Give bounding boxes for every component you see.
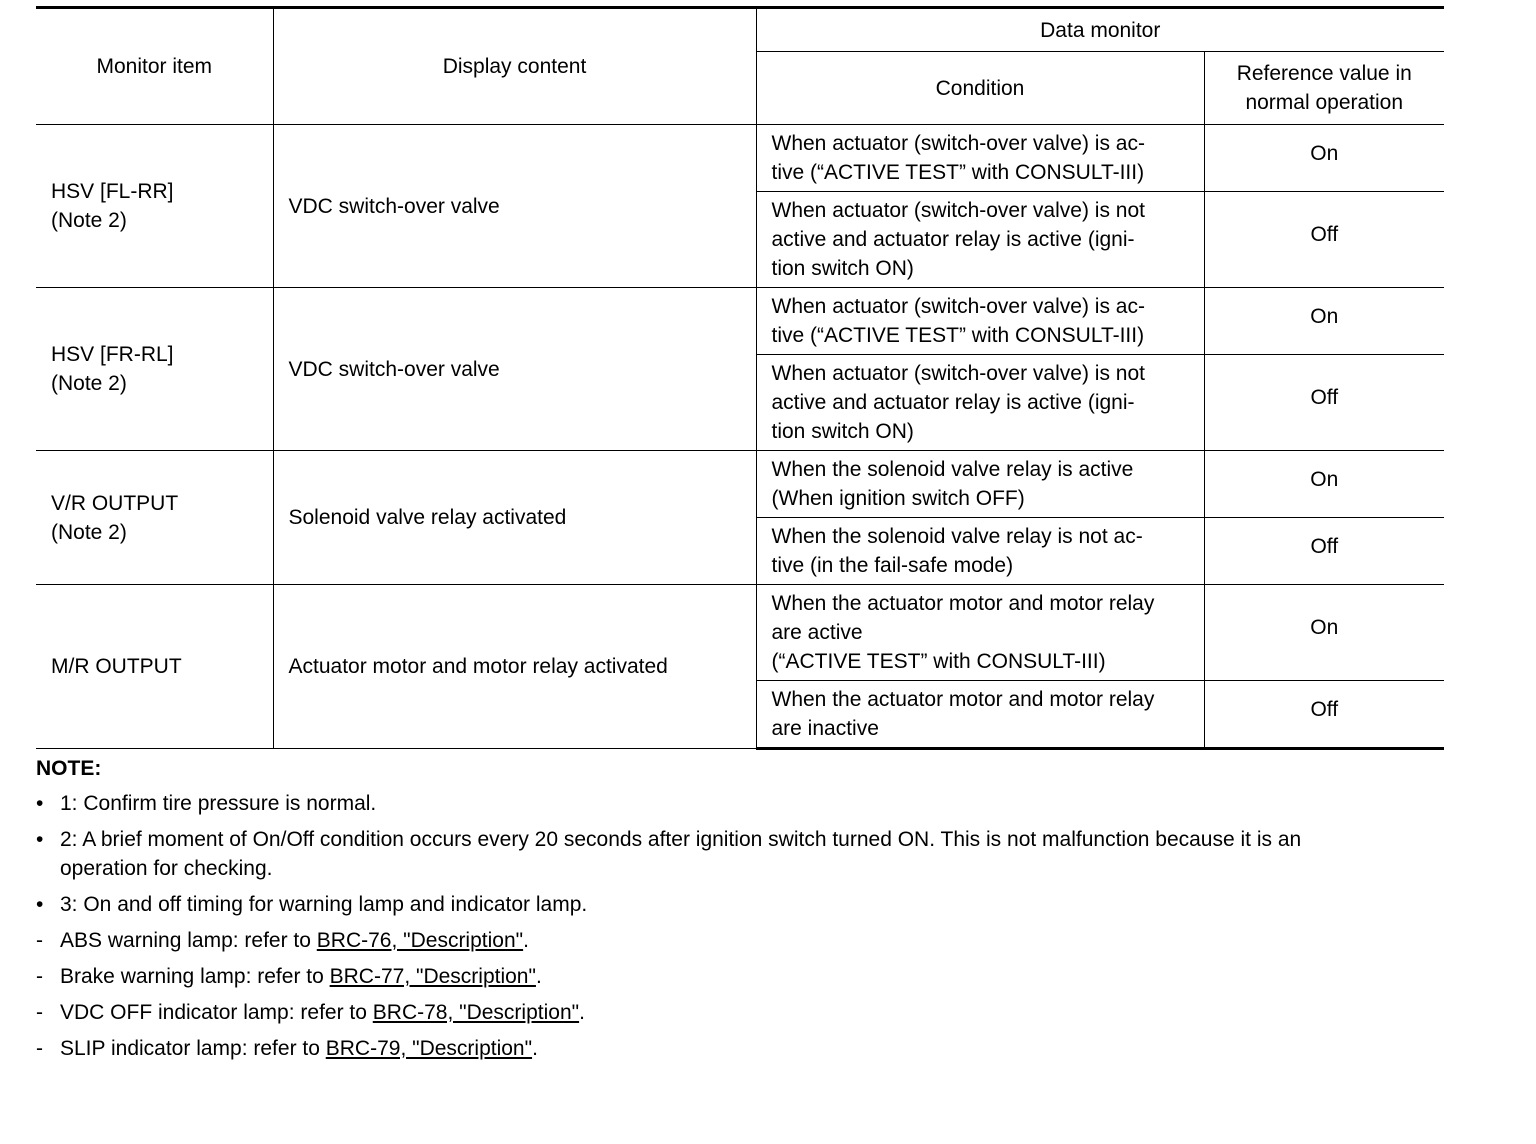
- dash-marker: -: [36, 1001, 43, 1024]
- condition-cell: [756, 451, 1204, 518]
- header-condition: Condition: [756, 52, 1204, 125]
- dash-marker: -: [36, 965, 43, 988]
- condition-line: are inactive: [771, 717, 879, 740]
- monitor-item-cell: [36, 451, 273, 585]
- condition-cell: [756, 585, 1204, 681]
- condition-line: tion switch ON): [771, 420, 914, 443]
- lamp-reference-text: [60, 962, 1444, 991]
- lamp-reference-prefix: ABS warning lamp: refer to: [60, 929, 317, 952]
- reference-value-cell: On: [1204, 585, 1444, 681]
- condition-line: When the solenoid valve relay is not ac-: [771, 525, 1143, 548]
- notes-section: [36, 754, 1444, 1063]
- condition-line: tive (“ACTIVE TEST” with CONSULT-III): [771, 161, 1145, 184]
- lamp-reference-item: [36, 962, 1444, 991]
- table-row: [36, 585, 1444, 681]
- condition-line: tive (“ACTIVE TEST” with CONSULT-III): [771, 324, 1145, 347]
- dash-marker: -: [36, 929, 43, 952]
- brc-77-link[interactable]: BRC-77, "Description": [329, 965, 536, 988]
- header-reference-line: normal operation: [1245, 91, 1404, 114]
- monitor-item-note: (Note 2): [51, 372, 127, 395]
- lamp-reference-text: [60, 998, 1444, 1027]
- reference-value-cell: Off: [1204, 192, 1444, 288]
- header-reference-value: [1204, 52, 1444, 125]
- display-content-cell: Actuator motor and motor relay activated: [273, 585, 756, 749]
- lamp-reference-suffix: .: [532, 1037, 538, 1060]
- lamp-reference-text: [60, 1034, 1444, 1063]
- lamp-reference-text: [60, 926, 1444, 955]
- monitor-item-note: (Note 2): [51, 209, 127, 232]
- display-content-cell: VDC switch-over valve: [273, 125, 756, 288]
- table-row: [36, 288, 1444, 355]
- monitor-item-cell: [36, 288, 273, 451]
- condition-line: When actuator (switch-over valve) is not: [771, 362, 1145, 385]
- condition-line: When the actuator motor and motor relay: [771, 688, 1155, 711]
- lamp-reference-item: [36, 926, 1444, 955]
- lamp-reference-item: [36, 998, 1444, 1027]
- lamp-reference-item: [36, 1034, 1444, 1063]
- table-row: [36, 125, 1444, 192]
- monitor-item-name: M/R OUTPUT: [51, 655, 182, 678]
- note-text: [60, 825, 1444, 883]
- header-reference-line: Reference value in: [1236, 62, 1412, 85]
- notes-title: NOTE:: [36, 757, 102, 780]
- monitor-item-name: HSV [FR-RL]: [51, 343, 174, 366]
- bullet-marker: •: [36, 893, 44, 916]
- reference-value-cell: Off: [1204, 518, 1444, 585]
- bullet-marker: •: [36, 828, 44, 851]
- reference-value-cell: On: [1204, 288, 1444, 355]
- display-content-cell: Solenoid valve relay activated: [273, 451, 756, 585]
- lamp-reference-suffix: .: [579, 1001, 585, 1024]
- header-display-content: Display content: [273, 8, 756, 125]
- reference-value-cell: On: [1204, 125, 1444, 192]
- header-data-monitor: Data monitor: [756, 8, 1444, 52]
- condition-line: active and actuator relay is active (igni-: [771, 228, 1135, 251]
- note-item: [36, 890, 1444, 919]
- condition-line: (“ACTIVE TEST” with CONSULT-III): [771, 650, 1106, 673]
- condition-cell: [756, 192, 1204, 288]
- condition-line: When actuator (switch-over valve) is ac-: [771, 295, 1145, 318]
- reference-value-cell: Off: [1204, 355, 1444, 451]
- condition-line: tive (in the fail-safe mode): [771, 554, 1014, 577]
- brc-76-link[interactable]: BRC-76, "Description": [316, 929, 524, 952]
- monitor-item-cell: [36, 585, 273, 749]
- lamp-reference-prefix: VDC OFF indicator lamp: refer to: [60, 1001, 373, 1024]
- condition-cell: [756, 681, 1204, 749]
- condition-cell: [756, 125, 1204, 192]
- lamp-reference-suffix: .: [535, 965, 542, 988]
- dash-marker: -: [36, 1037, 43, 1060]
- lamp-reference-suffix: .: [523, 929, 529, 952]
- monitor-item-cell: [36, 125, 273, 288]
- condition-line: When the actuator motor and motor relay: [771, 592, 1155, 615]
- monitor-item-name: HSV [FL-RR]: [51, 180, 174, 203]
- header-monitor-item: Monitor item: [36, 8, 273, 125]
- condition-line: When the solenoid valve relay is active: [771, 458, 1134, 481]
- condition-cell: [756, 288, 1204, 355]
- monitor-item-note: (Note 2): [51, 520, 127, 544]
- bullet-marker: •: [36, 792, 44, 815]
- reference-value-cell: Off: [1204, 681, 1444, 749]
- note-item: [36, 825, 1444, 883]
- lamp-reference-prefix: Brake warning lamp: refer to: [60, 965, 330, 988]
- condition-cell: [756, 355, 1204, 451]
- condition-line: When actuator (switch-over valve) is ac-: [771, 132, 1145, 155]
- lamp-reference-prefix: SLIP indicator lamp: refer to: [60, 1037, 326, 1060]
- brc-79-link[interactable]: BRC-79, "Description": [325, 1037, 533, 1060]
- monitor-item-name: V/R OUTPUT: [51, 491, 179, 515]
- condition-line: tion switch ON): [771, 257, 914, 280]
- condition-line: active and actuator relay is active (igni-: [771, 391, 1135, 414]
- note-text-line: 2: A brief moment of On/Off condition occurs every 20 seconds after ignition switch turned ON. This is not malfunction because it is an: [60, 828, 1302, 851]
- condition-line: are active: [771, 621, 863, 644]
- table-row: [36, 451, 1444, 518]
- note-text: 3: On and off timing for warning lamp and indicator lamp.: [60, 893, 588, 916]
- note-text: 1: Confirm tire pressure is normal.: [60, 792, 377, 815]
- condition-line: (When ignition switch OFF): [771, 487, 1025, 510]
- display-content-cell: VDC switch-over valve: [273, 288, 756, 451]
- document-page: [36, 6, 1444, 1070]
- brc-78-link[interactable]: BRC-78, "Description": [372, 1001, 580, 1024]
- reference-value-cell: On: [1204, 451, 1444, 518]
- condition-cell: [756, 518, 1204, 585]
- note-item: [36, 789, 1444, 818]
- condition-line: When actuator (switch-over valve) is not: [771, 199, 1145, 222]
- note-text-line: operation for checking.: [60, 857, 273, 880]
- data-monitor-table: [36, 6, 1444, 750]
